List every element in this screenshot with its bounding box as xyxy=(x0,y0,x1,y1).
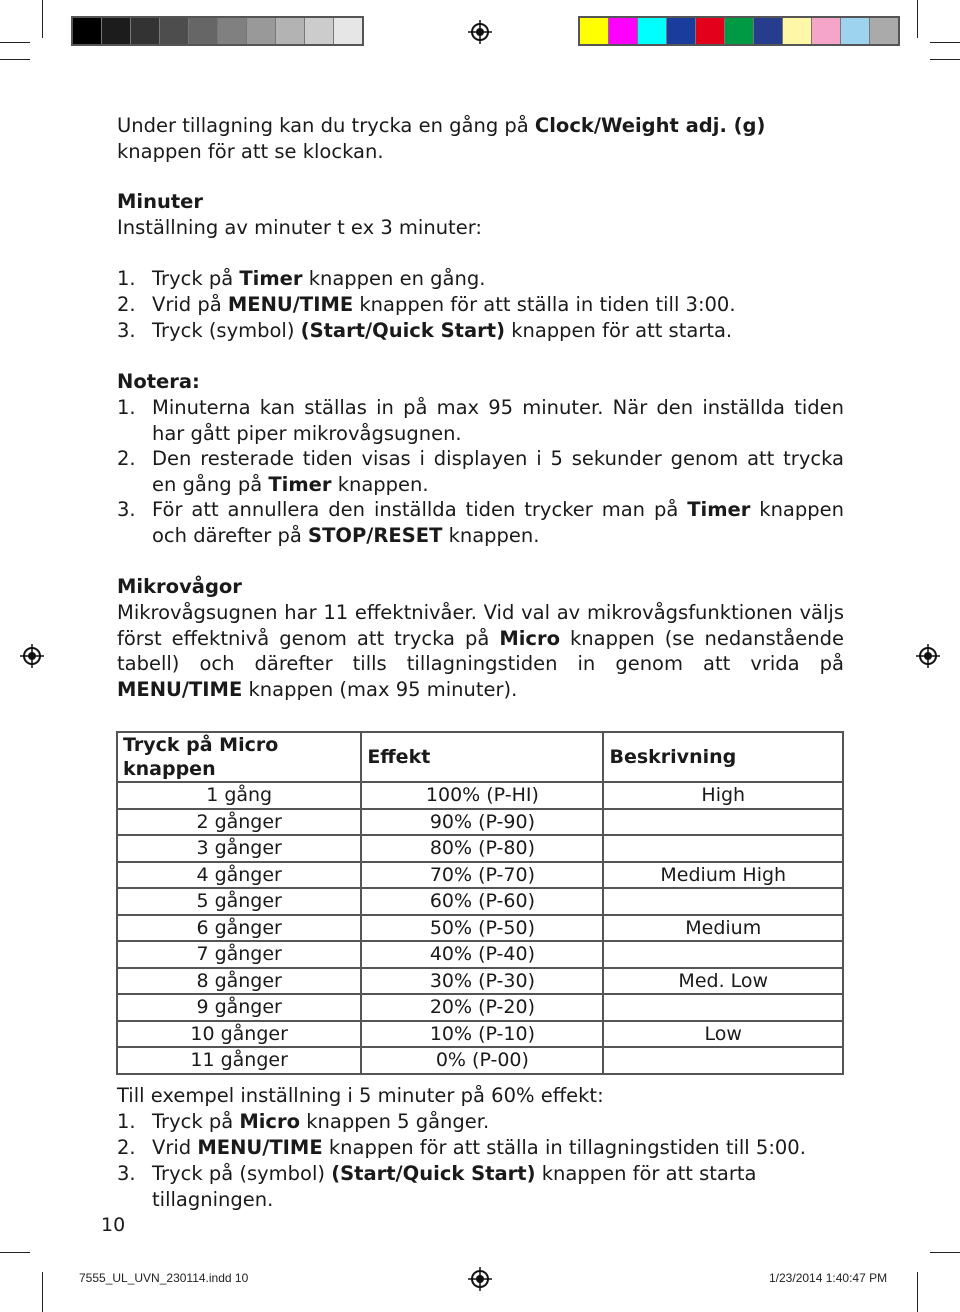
table-cell: 70% (P-70) xyxy=(361,862,603,889)
item-text: För att annullera den inställda tiden trycker man på xyxy=(152,498,688,521)
color-swatch xyxy=(131,18,160,44)
step-text: knappen för att ställa in tillagningstiden till 5:00. xyxy=(322,1136,806,1159)
column-header: Beskrivning xyxy=(603,732,843,782)
process-color-bar xyxy=(578,16,900,46)
table-cell: 1 gång xyxy=(117,782,361,809)
color-swatch xyxy=(696,18,725,44)
item-text: knappen. xyxy=(331,472,429,496)
step-text: knappen en gång. xyxy=(302,267,486,290)
table-row xyxy=(117,835,843,862)
table-row xyxy=(117,862,843,889)
color-swatch xyxy=(247,18,276,44)
item-bold: STOP/RESET xyxy=(308,523,443,547)
step-number: 2. xyxy=(117,293,136,316)
step-bold: MENU/TIME xyxy=(227,293,354,316)
color-swatch xyxy=(841,18,870,44)
table-cell: 40% (P-40) xyxy=(361,941,603,968)
step-number: 1. xyxy=(117,267,136,290)
item-text: knappen och därefter på xyxy=(152,498,844,547)
table-cell: 20% (P-20) xyxy=(361,994,603,1021)
table-cell: 10 gånger xyxy=(117,1021,361,1048)
crop-mark xyxy=(42,0,43,38)
table-row xyxy=(117,994,843,1021)
step-text: knappen för att ställa in tiden till 3:00. xyxy=(353,293,736,316)
step-text: Tryck på xyxy=(152,267,240,290)
paragraph-text: Mikrovågsugnen har 11 effektnivåer. Vid val av mikrovågsfunktionen väljs först effektnivå genom att trycka på xyxy=(117,601,844,650)
footer-timestamp: 1/23/2014 1:40:47 PM xyxy=(769,1271,888,1285)
color-swatch xyxy=(276,18,305,44)
color-swatch xyxy=(305,18,334,44)
table-cell: 8 gånger xyxy=(117,968,361,995)
table-cell: 9 gånger xyxy=(117,994,361,1021)
column-header: Tryck på Micro knappen xyxy=(117,732,361,782)
color-swatch xyxy=(783,18,812,44)
step-number: 3. xyxy=(117,319,136,342)
crop-mark xyxy=(917,1272,918,1312)
step-text: knappen för att starta tillagningen. xyxy=(152,1162,757,1211)
step-text: Tryck på (symbol) xyxy=(152,1162,332,1185)
table-cell: High xyxy=(603,782,843,809)
table-cell xyxy=(603,1047,843,1074)
table-row xyxy=(117,809,843,836)
crop-mark xyxy=(930,42,960,43)
color-swatch xyxy=(189,18,218,44)
color-swatch xyxy=(725,18,754,44)
table-row xyxy=(117,888,843,915)
table-cell xyxy=(603,888,843,915)
color-swatch xyxy=(667,18,696,44)
color-swatch xyxy=(218,18,247,44)
table-row xyxy=(117,941,843,968)
color-swatch xyxy=(812,18,841,44)
item-text: knappen. xyxy=(442,523,540,547)
registration-mark-icon xyxy=(468,1267,492,1291)
notera-heading: Notera: xyxy=(117,370,200,393)
column-header: Effekt xyxy=(361,732,603,782)
color-swatch xyxy=(73,18,102,44)
table-cell: 3 gånger xyxy=(117,835,361,862)
item-bold: Timer xyxy=(687,498,751,521)
paragraph-text: knappen (max 95 minuter). xyxy=(242,677,518,701)
item-number: 3. xyxy=(117,498,136,521)
step-text: knappen 5 gånger. xyxy=(300,1110,490,1133)
step-bold: MENU/TIME xyxy=(197,1136,323,1159)
step-text: Vrid xyxy=(152,1136,198,1159)
table-cell: Low xyxy=(603,1021,843,1048)
example-step xyxy=(117,1109,844,1135)
step-bold: Timer xyxy=(239,267,303,290)
table-cell: 10% (P-10) xyxy=(361,1021,603,1048)
table-cell: 100% (P-HI) xyxy=(361,782,603,809)
mikrovagor-paragraph xyxy=(117,600,844,702)
menu-time-button-label: MENU/TIME xyxy=(117,677,243,701)
step-text: Tryck på xyxy=(152,1110,240,1133)
crop-mark xyxy=(42,1272,43,1312)
crop-mark xyxy=(917,0,918,38)
item-number: 2. xyxy=(117,447,136,470)
step-text: Tryck (symbol) xyxy=(152,319,301,342)
table-row xyxy=(117,915,843,942)
table-cell: Med. Low xyxy=(603,968,843,995)
crop-mark xyxy=(930,59,960,60)
step-bold: (Start/Quick Start) xyxy=(300,319,505,342)
crop-mark xyxy=(930,1252,960,1253)
color-swatch xyxy=(870,18,898,44)
table-cell xyxy=(603,941,843,968)
color-swatch xyxy=(334,18,362,44)
paragraph-text: knappen (se nedanstående tabell) och därefter tills tillagningstiden in genom att vrida på xyxy=(117,626,844,676)
example-step xyxy=(117,1161,844,1212)
table-cell: 60% (P-60) xyxy=(361,888,603,915)
step-bold: (Start/Quick Start) xyxy=(331,1162,536,1185)
power-level-table xyxy=(116,731,844,1075)
notera-item xyxy=(117,497,844,548)
color-swatch xyxy=(160,18,189,44)
table-row xyxy=(117,968,843,995)
crop-mark xyxy=(0,59,30,60)
mikrovagor-heading: Mikrovågor xyxy=(117,575,242,598)
intro-paragraph xyxy=(117,113,844,164)
step-text: Vrid på xyxy=(152,293,228,316)
item-text: Den resterade tiden visas i displayen i 5 sekunder genom att trycka en gång på xyxy=(152,447,844,496)
color-swatch xyxy=(638,18,667,44)
table-cell: 90% (P-90) xyxy=(361,809,603,836)
example-step xyxy=(117,1135,844,1161)
table-cell: 6 gånger xyxy=(117,915,361,942)
step-number: 2. xyxy=(117,1136,136,1159)
table-row xyxy=(117,782,843,809)
table-cell xyxy=(603,835,843,862)
minuter-step xyxy=(117,266,844,292)
intro-text: knappen för att se klockan. xyxy=(117,139,384,163)
step-text: knappen för att starta. xyxy=(505,319,733,342)
registration-mark-icon xyxy=(468,20,492,44)
color-swatch xyxy=(580,18,609,44)
table-row xyxy=(117,1021,843,1048)
item-bold: Timer xyxy=(268,472,332,496)
table-cell: Medium High xyxy=(603,862,843,889)
registration-mark-icon xyxy=(20,644,44,668)
table-cell: 5 gånger xyxy=(117,888,361,915)
page-number: 10 xyxy=(101,1214,126,1236)
step-number: 3. xyxy=(117,1162,136,1185)
micro-button-label: Micro xyxy=(499,626,560,650)
registration-mark-icon xyxy=(916,644,940,668)
grayscale-color-bar xyxy=(71,16,364,46)
item-number: 1. xyxy=(117,396,136,419)
step-bold: Micro xyxy=(239,1110,301,1133)
minuter-step xyxy=(117,318,844,344)
example-intro: Till exempel inställning i 5 minuter på 60% effekt: xyxy=(117,1084,604,1107)
color-swatch xyxy=(102,18,131,44)
minuter-subtitle: Inställning av minuter t ex 3 minuter: xyxy=(117,216,482,239)
notera-item xyxy=(117,446,844,497)
table-cell xyxy=(603,809,843,836)
item-text: Minuterna kan ställas in på max 95 minuter. När den inställda tiden har gått piper mikrovågsugnen. xyxy=(152,396,844,445)
crop-mark xyxy=(0,1252,30,1253)
minuter-heading: Minuter xyxy=(117,190,204,213)
table-cell: 0% (P-00) xyxy=(361,1047,603,1074)
table-cell: 2 gånger xyxy=(117,809,361,836)
clock-weight-button-label: Clock/Weight adj. (g) xyxy=(534,114,766,137)
minuter-step xyxy=(117,292,844,318)
table-cell: 4 gånger xyxy=(117,862,361,889)
color-swatch xyxy=(609,18,638,44)
table-cell: 7 gånger xyxy=(117,941,361,968)
table-cell: 50% (P-50) xyxy=(361,915,603,942)
footer-filename: 7555_UL_UVN_230114.indd 10 xyxy=(79,1271,249,1285)
intro-text: Under tillagning kan du trycka en gång på xyxy=(117,114,535,137)
step-number: 1. xyxy=(117,1110,136,1133)
crop-mark xyxy=(0,42,30,43)
table-cell xyxy=(603,994,843,1021)
table-cell: 80% (P-80) xyxy=(361,835,603,862)
notera-item xyxy=(117,395,844,446)
color-swatch xyxy=(754,18,783,44)
table-cell: 30% (P-30) xyxy=(361,968,603,995)
table-header-row xyxy=(117,732,843,782)
table-cell: 11 gånger xyxy=(117,1047,361,1074)
table-cell: Medium xyxy=(603,915,843,942)
table-row xyxy=(117,1047,843,1074)
